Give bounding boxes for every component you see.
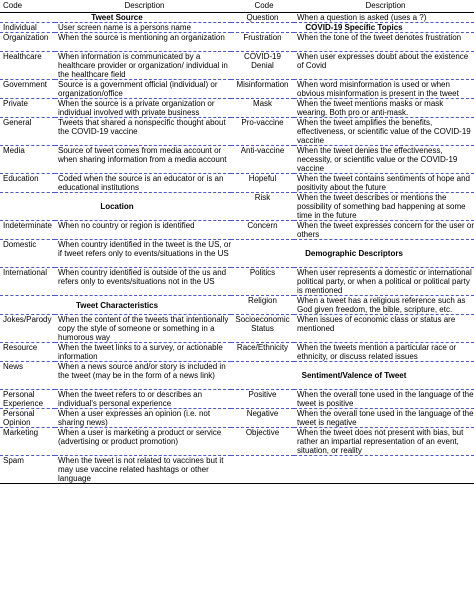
description-right: When the tweet denies the effectiveness, necessity, or scientific value or the COVID-19 vaccine [294,146,474,174]
code-left: Organization [0,33,55,52]
code-left: Resource [0,343,55,362]
description-right: When user expresses doubt about the existence of Covid [294,52,474,80]
table-row [0,146,474,174]
description-left: Tweets that shared a nonspecific thought about the COVID-19 vaccine [55,118,231,146]
code-left: Indeterminate [0,221,55,240]
code-right: Politics [231,268,294,296]
table-row [0,268,474,296]
table-row [0,193,474,221]
table-row [0,118,474,146]
code-right: Risk [231,193,294,221]
code-left: Domestic [0,240,55,268]
code-right: Religion [231,296,294,315]
description-right: When the tweet amplifies the benefits, effectiveness, or scientific value of the COVID-19 vaccine [294,118,474,146]
description-right: When the tweet contains sentiments of hope and positivity about the future [294,174,474,193]
section-heading-left: Tweet Source [0,13,231,23]
description-right: When user represents a domestic or international political party, or when a political or political party is mentioned [294,268,474,296]
code-right: Negative [231,409,294,428]
description-left: Source is a government official (individual) or organization/office [55,80,231,99]
description-left: User screen name is a persons name [55,23,231,33]
table-row [0,390,474,409]
description-left: When the tweet is not related to vaccines but it may use vaccine related hashtags or other language [55,456,231,484]
table-row [0,315,474,343]
description-left: When country identified in the tweet is the US, or if tweet refers only to events/situations in the US [55,240,231,268]
description-left: When information is communicated by a healthcare provider or organization/ individual in the healthcare field [55,52,231,80]
header-description-right: Description [294,0,474,13]
description-left: When country identified is outside of the us and refers only to events/situations not in the US [55,268,231,296]
code-left: Spam [0,456,55,484]
code-left: News [0,362,55,390]
section-heading-right: Demographic Descriptors [231,240,474,268]
description-right: When a tweet has a religious reference such as God given freedom, the bible, scripture, etc. [294,296,474,315]
table-row [0,23,474,33]
code-left: Private [0,99,55,118]
description-right: When the tone of the tweet denotes frustration [294,33,474,52]
header-description-left: Description [55,0,231,13]
header-code-left: Code [0,0,55,13]
code-right: Misinformation [231,80,294,99]
code-right: Question [231,13,294,23]
description-right: When the tweet describes or mentions the possibility of something bad happening at some time in the future [294,193,474,221]
table-row [0,80,474,99]
description-left: When the tweet links to a survey, or actionable information [55,343,231,362]
table-row [0,99,474,118]
code-left: General [0,118,55,146]
description-left: When no country or region is identified [55,221,231,240]
header-row [0,0,474,13]
code-right: Positive [231,390,294,409]
table-body [0,13,474,484]
description-right: When the tweet mentions masks or mask wearing. Both pro or anti-mask. [294,99,474,118]
table-row [0,240,474,268]
section-heading-right: Sentiment/Valence of Tweet [231,362,474,390]
code-right: Hopeful [231,174,294,193]
code-right: Race/Ethnicity [231,343,294,362]
table-row [0,33,474,52]
code-right: Mask [231,99,294,118]
description-right: When the tweet expresses concern for the user or others [294,221,474,240]
code-left: Media [0,146,55,174]
code-left: Jokes/Parody [0,315,55,343]
description-left: Source of tweet comes from media account or when sharing information from a media account [55,146,231,174]
code-left: Personal Opinion [0,409,55,428]
section-heading-left: Tweet Characteristics [0,296,231,315]
section-heading-left: Location [0,193,231,221]
description-right: When word misinformation is used or when obvious misinformation is present in the tweet [294,80,474,99]
table-row [0,221,474,240]
table-row [0,343,474,362]
description-left: When the tweet refers to or describes an individual's personal experience [55,390,231,409]
code-right [231,456,294,484]
code-right: COVID-19 Denial [231,52,294,80]
table-row [0,456,474,484]
table-row [0,52,474,80]
table-row [0,409,474,428]
code-left: Marketing [0,428,55,456]
code-right: Frustration [231,33,294,52]
table-row [0,428,474,456]
description-left: When a user is marketing a product or service (advertising or product promotion) [55,428,231,456]
table-header [0,0,474,13]
code-left: International [0,268,55,296]
code-left: Education [0,174,55,193]
code-right: Anti-vaccine [231,146,294,174]
table-row [0,296,474,315]
description-left: When the content of the tweets that intentionally copy the style of someone or something in a humorous way [55,315,231,343]
code-right: Socioeconomic Status [231,315,294,343]
description-right: When a question is asked (uses a ?) [294,13,474,23]
table-row [0,13,474,23]
description-left: When a news source and/or story is included in the tweet (may be in the form of a news link) [55,362,231,390]
description-right: When the tweets mention a particular race or ethnicity, or discuss related issues [294,343,474,362]
table-row [0,362,474,390]
description-right: When issues of economic class or status are mentioned [294,315,474,343]
description-left: When the source is a private organization or individual involved with private business [55,99,231,118]
description-right: When the overall tone used in the language of the tweet is positive [294,390,474,409]
header-code-right: Code [231,0,294,13]
description-left: Coded when the source is an educator or is an educational institutions [55,174,231,193]
code-right: Pro-vaccine [231,118,294,146]
code-right: Objective [231,428,294,456]
section-heading-right: COVID-19 Specific Topics [231,23,474,33]
code-left: Personal Experience [0,390,55,409]
description-left: When the source is mentioning an organization [55,33,231,52]
description-right [294,456,474,484]
table-row [0,174,474,193]
description-left: When a user expresses an opinion (i.e. not sharing news) [55,409,231,428]
code-left: Individual [0,23,55,33]
code-left: Government [0,80,55,99]
description-right: When the overall tone used in the language of the tweet is negative [294,409,474,428]
code-left: Healthcare [0,52,55,80]
code-right: Concern [231,221,294,240]
description-right: When the tweet does not present with bias, but rather an impartial representation of an event, situation, or reality [294,428,474,456]
